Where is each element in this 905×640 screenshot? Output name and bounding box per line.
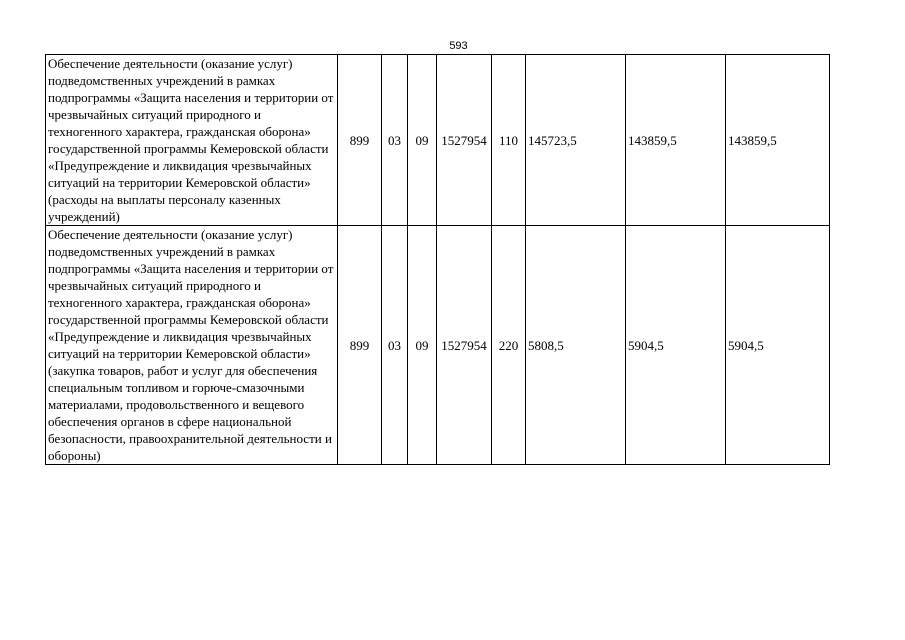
target-item-code: 1527954 [437,226,492,465]
page-number: 593 [449,40,468,52]
amount-year-2: 143859,5 [626,55,726,226]
ministry-code: 899 [338,55,382,226]
section-code: 03 [382,226,408,465]
subsection-code: 09 [408,55,437,226]
row-description: Обеспечение деятельности (оказание услуг) подведомственных учреждений в рамках подпрограммы «Защита населения и территории от чрезвычайных ситуаций природного и техногенного характера, гражданская оборона» государственной программы Кемеровской области «Предупреждение и ликвидация чрезвычайных ситуаций на территории Кемеровской области» (закупка товаров, работ и услуг для обеспечения специальным топливом и горюче-смазочными материалами, продовольственного и вещевого обеспечения органов в сфере национальной безопасности, правоохранительной деятельности и обороны) [46,226,338,465]
ministry-code: 899 [338,226,382,465]
row-description: Обеспечение деятельности (оказание услуг) подведомственных учреждений в рамках подпрограммы «Защита населения и территории от чрезвычайных ситуаций природного и техногенного характера, гражданская оборона» государственной программы Кемеровской области «Предупреждение и ликвидация чрезвычайных ситуаций на территории Кемеровской области» (расходы на выплаты персоналу казенных учреждений) [46,55,338,226]
amount-year-3: 5904,5 [726,226,830,465]
table-row [46,226,830,465]
expense-type-code: 110 [492,55,526,226]
budget-table [45,54,830,465]
amount-year-1: 145723,5 [526,55,626,226]
subsection-code: 09 [408,226,437,465]
section-code: 03 [382,55,408,226]
table-row [46,55,830,226]
target-item-code: 1527954 [437,55,492,226]
expense-type-code: 220 [492,226,526,465]
amount-year-2: 5904,5 [626,226,726,465]
amount-year-1: 5808,5 [526,226,626,465]
amount-year-3: 143859,5 [726,55,830,226]
